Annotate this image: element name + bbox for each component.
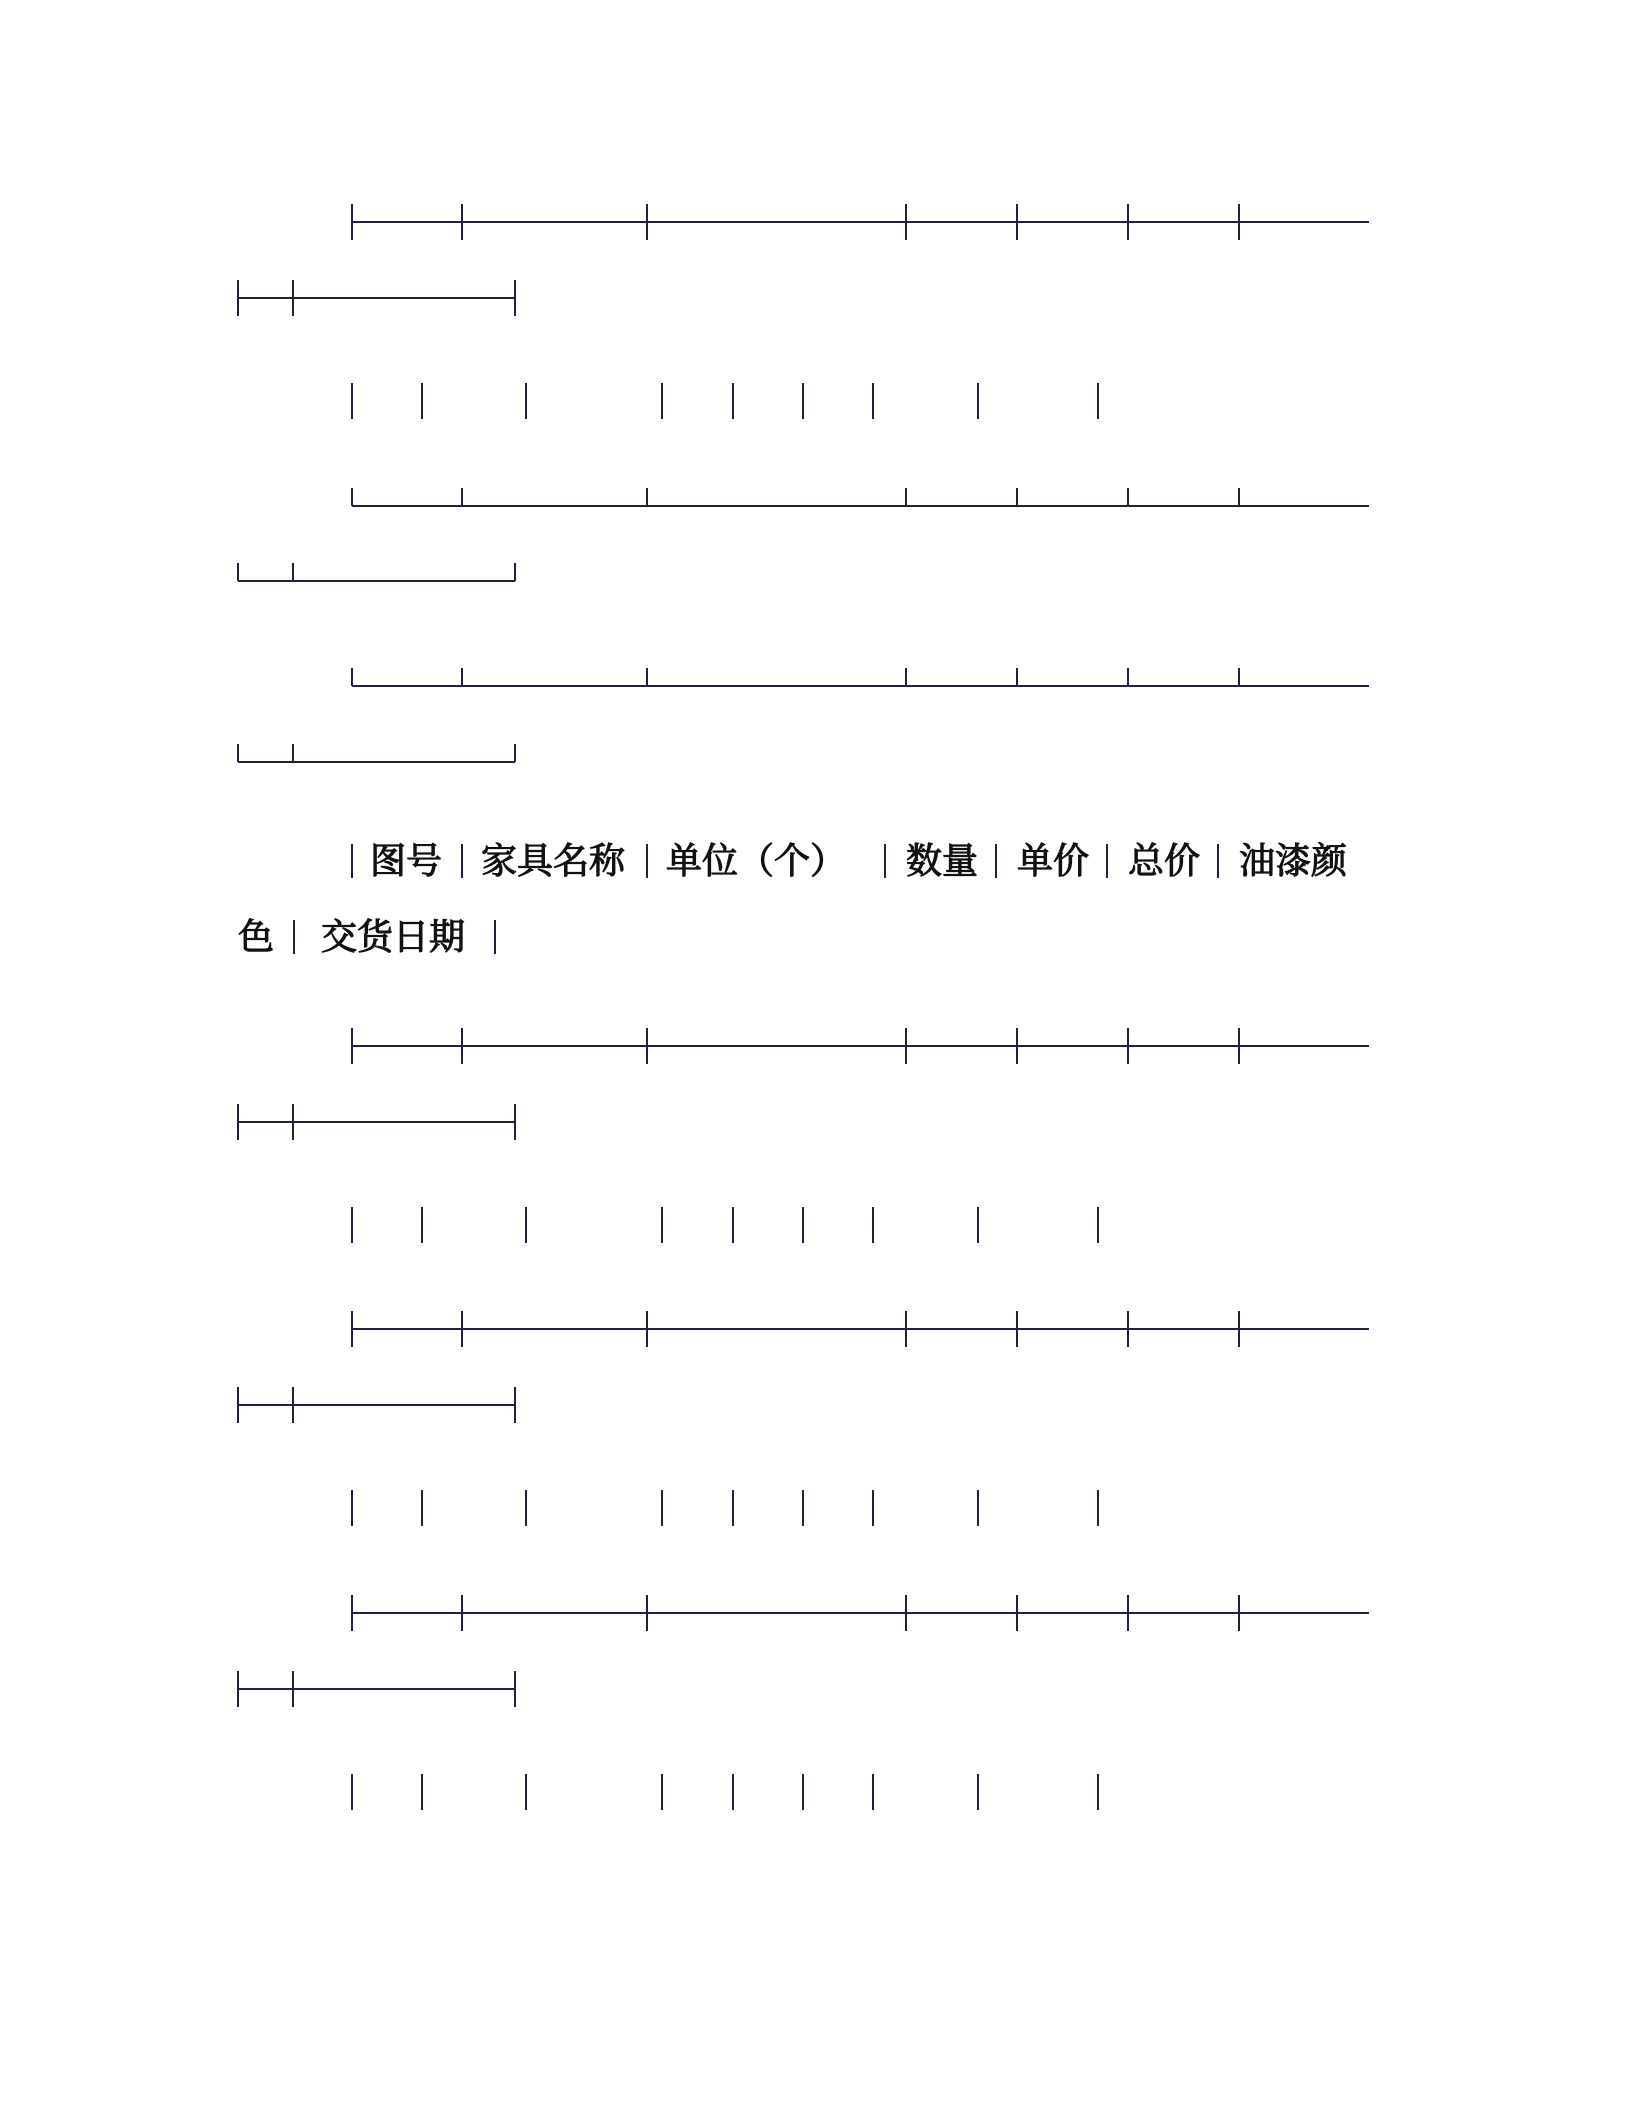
header-cell-total-price: 总价: [1128, 841, 1201, 882]
header-cell-furniture-name: 家具名称: [481, 841, 626, 882]
header-cell-paint-color: 油漆颜: [1239, 841, 1348, 882]
header-cell-unit: 单位（个）: [666, 841, 847, 882]
header-cell-unit-price: 单价: [1017, 841, 1090, 882]
header-cell-drawing-no: 图号: [370, 841, 443, 882]
header-cell-quantity: 数量: [906, 841, 979, 882]
header-cell-paint-color-cont: 色: [238, 917, 275, 958]
header-cell-delivery-date: 交货日期: [321, 917, 466, 958]
